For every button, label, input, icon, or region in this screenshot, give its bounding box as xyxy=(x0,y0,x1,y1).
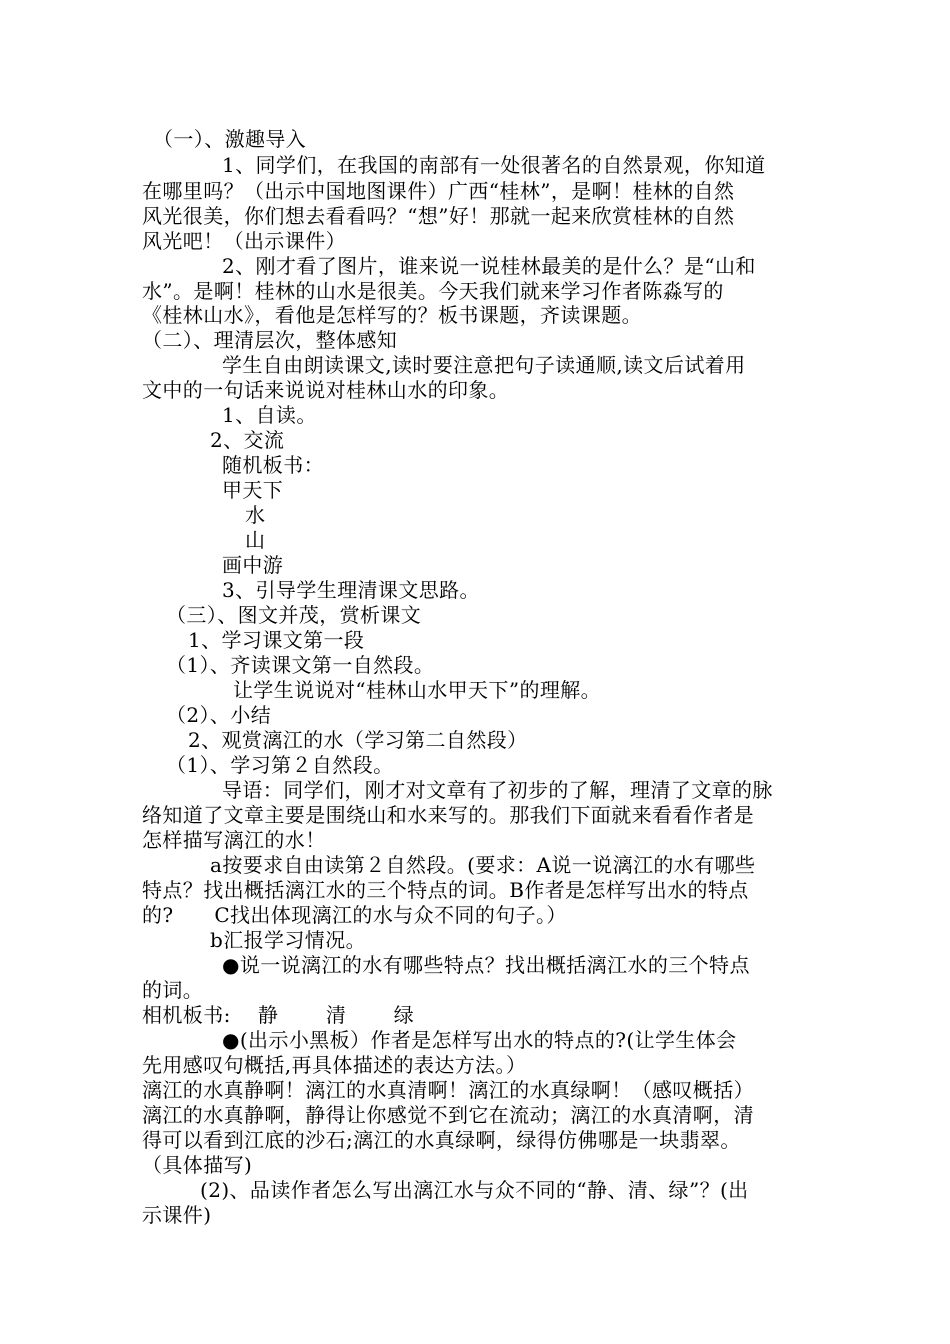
paragraph-line: 先用感叹句概括,再具体描述的表达方法。） xyxy=(142,1053,527,1077)
paragraph-line: (2)、品读作者怎么写出漓江水与众不同的“静、清、绿”？(出 xyxy=(200,1178,749,1202)
list-item: 1、自读。 xyxy=(222,403,317,427)
paragraph-line: 的词。 xyxy=(142,978,204,1002)
section-heading-2: （二）、理清层次，整体感知 xyxy=(142,328,398,352)
paragraph-line: 得可以看到江底的沙石;漓江的水真绿啊，绿得仿佛哪是一块翡翠。 xyxy=(142,1128,741,1152)
paragraph-line: a按要求自由读第２自然段。(要求：A说一说漓江的水有哪些 xyxy=(210,853,756,877)
list-item: （1）、齐读课文第一自然段。 xyxy=(166,653,435,677)
paragraph-line: 怎样描写漓江的水！ xyxy=(142,828,326,852)
paragraph-line: 风光吧！（出示课件） xyxy=(142,229,346,253)
list-item: 2、交流 xyxy=(210,428,285,452)
paragraph-line: （具体描写) xyxy=(142,1153,253,1177)
list-item: 3、引导学生理清课文思路。 xyxy=(222,578,480,602)
paragraph-line: 水”。是啊！桂林的山水是很美。今天我们就来学习作者陈淼写的 xyxy=(142,279,724,303)
board-note-item: 山 xyxy=(245,528,266,552)
paragraph-line: 2、刚才看了图片，谁来说一说桂林最美的是什么？是“山和 xyxy=(222,254,756,278)
board-note-label: 随机板书： xyxy=(222,453,324,477)
paragraph-line: 让学生说说对“桂林山水甲天下”的理解。 xyxy=(233,678,602,702)
paragraph-line: ●(出示小黑板）作者是怎样写出水的特点的?(让学生体会 xyxy=(222,1028,737,1052)
subsection-heading: 1、学习课文第一段 xyxy=(188,628,365,652)
paragraph-line: 《桂林山水》，看他是怎样写的？板书课题，齐读课题。 xyxy=(142,303,642,327)
paragraph-line: 在哪里吗？（出示中国地图课件）广西“桂林”，是啊！桂林的自然 xyxy=(142,179,735,203)
board-note-line: 相机板书: 静 清 绿 xyxy=(142,1003,415,1027)
paragraph-line: 文中的一句话来说说对桂林山水的印象。 xyxy=(142,378,510,402)
paragraph-line: ●说一说漓江的水有哪些特点？找出概括漓江水的三个特点 xyxy=(222,953,750,977)
paragraph-line: 导语：同学们，刚才对文章有了初步的了解，理清了文章的脉 xyxy=(222,778,773,802)
paragraph-line: 示课件) xyxy=(142,1203,212,1227)
subsection-heading: 2、观赏漓江的水（学习第二自然段） xyxy=(188,728,528,752)
paragraph-line: 特点？找出概括漓江水的三个特点的词。B作者是怎样写出水的特点 xyxy=(142,878,749,902)
section-heading-1: （一）、激趣导入 xyxy=(153,127,307,151)
paragraph-line: 风光很美，你们想去看看吗？“想”好！那就一起来欣赏桂林的自然 xyxy=(142,204,735,228)
paragraph-line: 1、同学们，在我国的南部有一处很著名的自然景观，你知道 xyxy=(222,153,766,177)
board-note-item: 水 xyxy=(245,503,266,527)
paragraph-line: 的? C找出体现漓江的水与众不同的句子。） xyxy=(142,903,567,927)
paragraph-line: 络知道了文章主要是围绕山和水来写的。那我们下面就来看看作者是 xyxy=(142,803,754,827)
list-item: （1）、学习第２自然段。 xyxy=(166,753,394,777)
list-item: （2）、小结 xyxy=(166,703,272,727)
paragraph-line: b汇报学习情况。 xyxy=(210,928,367,952)
board-note-item: 画中游 xyxy=(222,553,284,577)
paragraph-line: 学生自由朗读课文,读时要注意把句子读通顺,读文后试着用 xyxy=(222,353,746,377)
paragraph-line: 漓江的水真静啊！漓江的水真清啊！漓江的水真绿啊！（感叹概括） xyxy=(142,1078,754,1102)
paragraph-line: 漓江的水真静啊，静得让你感觉不到它在流动；漓江的水真清啊，清 xyxy=(142,1103,754,1127)
section-heading-3: （三）、图文并茂，赏析课文 xyxy=(166,603,422,627)
board-note-item: 甲天下 xyxy=(222,478,284,502)
